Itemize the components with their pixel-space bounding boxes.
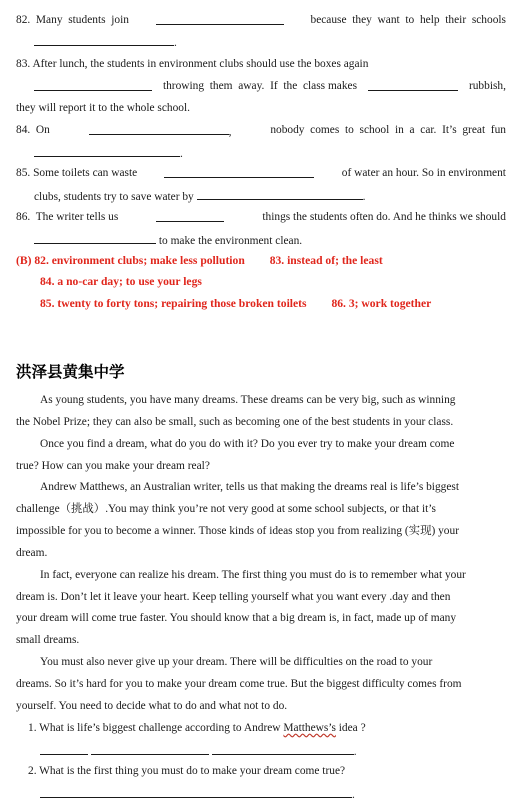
passage-text: dream is. Don’t let it leave your heart. Keep telling yourself what you want every .day and then <box>16 591 451 603</box>
school-heading: 洪泽县黄集中学 <box>16 363 125 381</box>
passage-p3-line-1 <box>40 480 506 494</box>
passage-text: true? How can you make your dream real? <box>16 460 210 472</box>
q82-blank-1[interactable] <box>156 13 284 25</box>
passage-text: small dreams. <box>16 634 80 646</box>
q86-blank-2[interactable] <box>34 232 156 244</box>
cq2-text: 2. What is the first thing you must do to make your dream come true? <box>28 765 346 777</box>
q83-text-a: 83. After lunch, the students in environment clubs should use the boxes again <box>16 58 369 70</box>
q83-blank-1[interactable] <box>34 79 152 91</box>
q83-text-b: throwing them away. If the class makes <box>162 80 358 92</box>
cq1-blank-2[interactable] <box>91 743 209 755</box>
passage-text: yourself. You need to decide what to do and what not to do. <box>16 700 288 712</box>
cq1-blank-1[interactable] <box>40 743 88 755</box>
question-83-line-2 <box>16 79 506 93</box>
comprehension-question-1 <box>28 721 506 735</box>
q83-text-c: rubbish, <box>468 80 506 92</box>
passage-p4-line-1 <box>40 568 506 582</box>
passage-p3-line-4 <box>16 546 506 560</box>
cq1-blank-3[interactable] <box>212 743 354 755</box>
passage-p1-line-2 <box>16 415 506 429</box>
cq1-text-c: idea ? <box>335 722 366 734</box>
q85-period: . <box>362 191 366 203</box>
q86-text-b: things the students often do. And he thinks we should <box>262 211 506 223</box>
q83-text-d: they will report it to the whole school. <box>16 102 190 114</box>
q84-period: . <box>180 148 183 160</box>
q84-blank-2[interactable] <box>34 145 180 157</box>
comprehension-question-2 <box>28 764 506 778</box>
passage-p5-line-1 <box>40 655 506 669</box>
question-82-line-1 <box>16 13 506 27</box>
q84-text-b: nobody comes to school in a car. It’s great fun <box>270 124 506 136</box>
cq2-blank[interactable] <box>40 786 352 798</box>
question-84-line-2 <box>16 145 506 161</box>
comprehension-answer-2 <box>40 786 506 802</box>
passage-p3-line-3 <box>16 524 506 538</box>
question-84-line-1 <box>16 123 506 139</box>
q83-blank-2[interactable] <box>368 79 458 91</box>
question-85-line-2 <box>16 188 506 204</box>
cq1-text-b: Matthews’s <box>283 722 336 734</box>
q86-text-c: to make the environment clean. <box>158 235 303 247</box>
passage-text: dream. <box>16 547 48 559</box>
answer-83: 83. instead of; the least <box>269 254 383 267</box>
passage-text: dreams. So it’s hard for you to make your dream come true. But the biggest difficulty comes from <box>16 678 462 690</box>
passage-text: As young students, you have many dreams. These dreams can be very big, such as winning <box>40 394 456 406</box>
q82-text-b: because they want to help their schools <box>310 14 506 26</box>
q84-blank-1[interactable] <box>89 123 229 135</box>
answer-line-2 <box>40 275 506 289</box>
comprehension-answer-1 <box>40 743 506 759</box>
question-83-line-1 <box>16 57 506 71</box>
passage-text: your dream will come true faster. You should know that a big dream is, in fact, made up of many <box>16 612 457 624</box>
q86-blank-1[interactable] <box>156 210 224 222</box>
q85-text-a: 85. Some toilets can waste <box>16 167 138 179</box>
q82-period: . <box>174 37 177 49</box>
answer-85: 85. twenty to forty tons; repairing those broken toilets <box>40 297 307 310</box>
question-86-line-1 <box>16 210 506 224</box>
answer-82: (B) 82. environment clubs; make less pollution <box>16 254 245 267</box>
cq2-period: . <box>352 789 355 801</box>
cq1-period: . <box>353 746 357 758</box>
passage-p2-line-2 <box>16 459 506 473</box>
q82-blank-2[interactable] <box>34 34 174 46</box>
q84-comma: , <box>228 126 232 138</box>
passage-text: Once you find a dream, what do you do with it? Do you ever try to make your dream come <box>40 438 455 450</box>
q85-text-c: clubs, students try to save water by <box>34 191 194 203</box>
cq1-text-a: 1. What is life’s biggest challenge according to Andrew <box>28 722 284 734</box>
passage-text: impossible for you to become a winner. Those kinds of ideas stop you from realizing (实现) your <box>16 525 459 537</box>
passage-text: Andrew Matthews, an Australian writer, tells us that making the dreams real is life’s biggest <box>40 481 459 493</box>
question-86-line-2 <box>16 232 506 248</box>
answer-line-1 <box>16 254 506 268</box>
passage-text: challenge（挑战）.You may think you’re not very good at some school subjects, or that it’s <box>16 503 436 515</box>
passage-text: In fact, everyone can realize his dream. The first thing you must do is to remember what your <box>40 569 466 581</box>
passage-p5-line-2 <box>16 677 506 691</box>
q86-text-a: 86. The writer tells us <box>16 211 119 223</box>
passage-p4-line-3 <box>16 611 506 625</box>
q85-text-b: of water an hour. So in environment <box>341 167 506 179</box>
q82-text-a: 82. Many students join <box>16 14 129 26</box>
q84-text-a: 84. On <box>16 124 50 136</box>
passage-p2-line-1 <box>40 437 506 451</box>
q85-blank-1[interactable] <box>164 166 314 178</box>
question-82-line-2 <box>16 34 506 50</box>
passage-text: You must also never give up your dream. There will be difficulties on the road to your <box>40 656 433 668</box>
answer-line-3 <box>40 297 506 311</box>
passage-p3-line-2 <box>16 502 506 516</box>
question-85-line-1 <box>16 166 506 180</box>
passage-p4-line-4 <box>16 633 506 647</box>
passage-p4-line-2 <box>16 590 506 604</box>
answer-86: 86. 3; work together <box>331 297 432 310</box>
question-83-line-3 <box>16 101 506 115</box>
passage-p1-line-1 <box>40 393 506 407</box>
q85-blank-2[interactable] <box>197 188 363 200</box>
passage-p5-line-3 <box>16 699 506 713</box>
passage-text: the Nobel Prize; they can also be small, such as becoming one of the best students in your class. <box>16 416 454 428</box>
answer-84: 84. a no-car day; to use your legs <box>40 275 202 288</box>
